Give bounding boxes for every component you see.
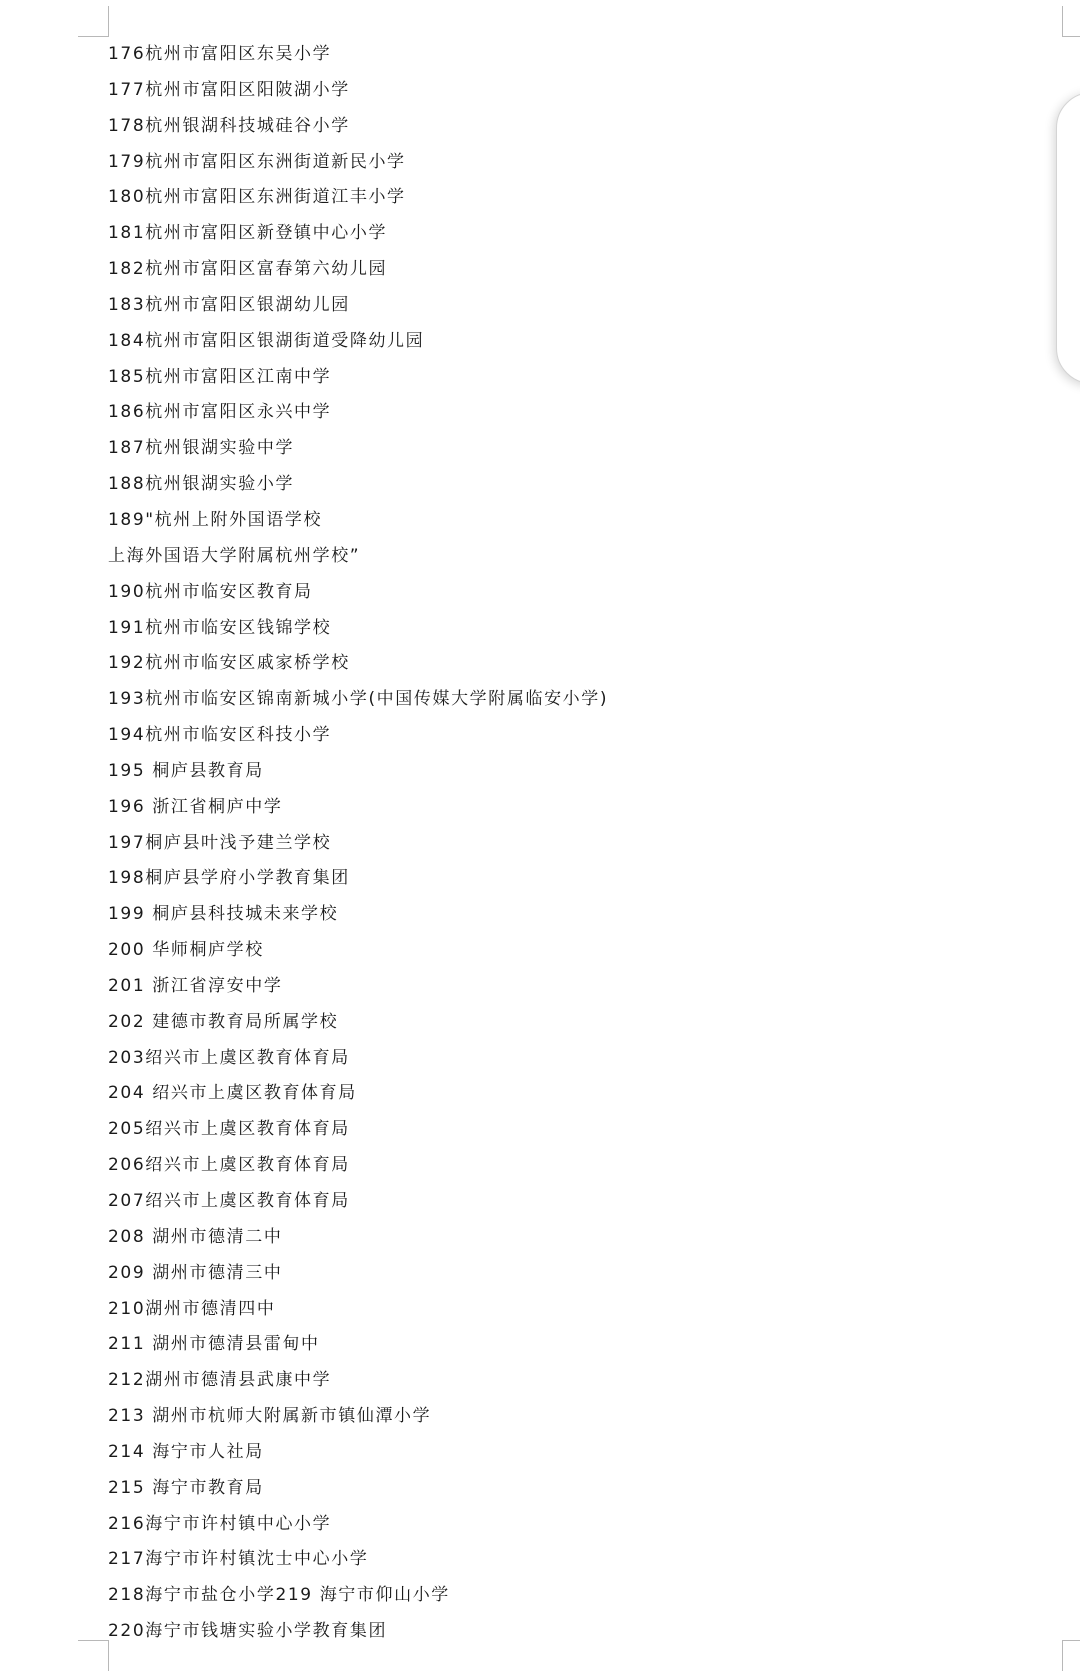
document-line: 184杭州市富阳区银湖街道受降幼儿园 — [108, 330, 425, 351]
document-line: 207绍兴市上虞区教育体育局 — [108, 1191, 350, 1211]
document-line: 209 湖州市德清三中 — [108, 1262, 283, 1283]
document-line: 205绍兴市上虞区教育体育局 — [108, 1119, 350, 1140]
document-line: 192杭州市临安区戚家桥学校 — [108, 653, 350, 674]
document-line: 217海宁市许村镇沈士中心小学 — [108, 1549, 369, 1570]
side-panel-handle[interactable] — [1056, 92, 1080, 384]
document-line: 191杭州市临安区钱锦学校 — [108, 617, 332, 638]
document-line: 190杭州市临安区教育局 — [108, 581, 313, 602]
document-line: 182杭州市富阳区富春第六幼儿园 — [108, 259, 388, 280]
document-line: 上海外国语大学附属杭州学校” — [108, 545, 361, 566]
document-line: 218海宁市盐仓小学219 海宁市仰山小学 — [108, 1585, 450, 1606]
document-line: 185杭州市富阳区江南中学 — [108, 366, 332, 387]
document-line: 200 华师桐庐学校 — [108, 940, 264, 961]
document-line: 188杭州银湖实验小学 — [108, 474, 295, 495]
document-line: 216海宁市许村镇中心小学 — [108, 1513, 332, 1534]
document-line: 210湖州市德清四中 — [108, 1298, 276, 1319]
page-corner-mark-bottom-left — [78, 1640, 109, 1671]
document-line: 214 海宁市人社局 — [108, 1441, 264, 1462]
document-line: 197桐庐县叶浅予建兰学校 — [108, 832, 332, 853]
page-corner-mark-top-left — [78, 6, 109, 37]
document-line: 213 湖州市杭师大附属新市镇仙潭小学 — [108, 1406, 432, 1427]
document-line: 194杭州市临安区科技小学 — [108, 725, 332, 746]
document-line: 178杭州银湖科技城硅谷小学 — [108, 115, 350, 136]
document-line: 179杭州市富阳区东洲街道新民小学 — [108, 151, 406, 172]
document-line: 196 浙江省桐庐中学 — [108, 796, 283, 817]
document-line: 208 湖州市德清二中 — [108, 1226, 283, 1247]
document-line: 181杭州市富阳区新登镇中心小学 — [108, 223, 388, 244]
document-line: 193杭州市临安区锦南新城小学(中国传媒大学附属临安小学) — [108, 689, 609, 710]
document-text-list — [108, 37, 608, 1650]
document-line: 195 桐庐县教育局 — [108, 760, 264, 781]
document-line: 215 海宁市教育局 — [108, 1477, 264, 1498]
page-corner-mark-bottom-right — [1062, 1640, 1080, 1671]
document-line: 211 湖州市德清县雷甸中 — [108, 1334, 320, 1355]
document-line: 189"杭州上附外国语学校 — [108, 509, 323, 530]
document-line: 206绍兴市上虞区教育体育局 — [108, 1155, 350, 1176]
document-line: 202 建德市教育局所属学校 — [108, 1011, 339, 1032]
document-line: 201 浙江省淳安中学 — [108, 975, 283, 996]
document-line: 203绍兴市上虞区教育体育局 — [108, 1047, 350, 1068]
document-line: 204 绍兴市上虞区教育体育局 — [108, 1083, 357, 1104]
document-line: 176杭州市富阳区东吴小学 — [108, 44, 332, 64]
document-line: 212湖州市德清县武康中学 — [108, 1370, 332, 1391]
document-line: 198桐庐县学府小学教育集团 — [108, 868, 350, 889]
document-line: 180杭州市富阳区东洲街道江丰小学 — [108, 187, 406, 208]
page-corner-mark-top-right — [1062, 6, 1080, 37]
document-line: 187杭州银湖实验中学 — [108, 438, 295, 459]
document-line: 220海宁市钱塘实验小学教育集团 — [108, 1621, 388, 1642]
document-line: 183杭州市富阳区银湖幼儿园 — [108, 294, 350, 315]
document-line: 186杭州市富阳区永兴中学 — [108, 402, 332, 423]
document-line: 199 桐庐县科技城未来学校 — [108, 904, 339, 925]
document-line: 177杭州市富阳区阳陂湖小学 — [108, 79, 350, 100]
